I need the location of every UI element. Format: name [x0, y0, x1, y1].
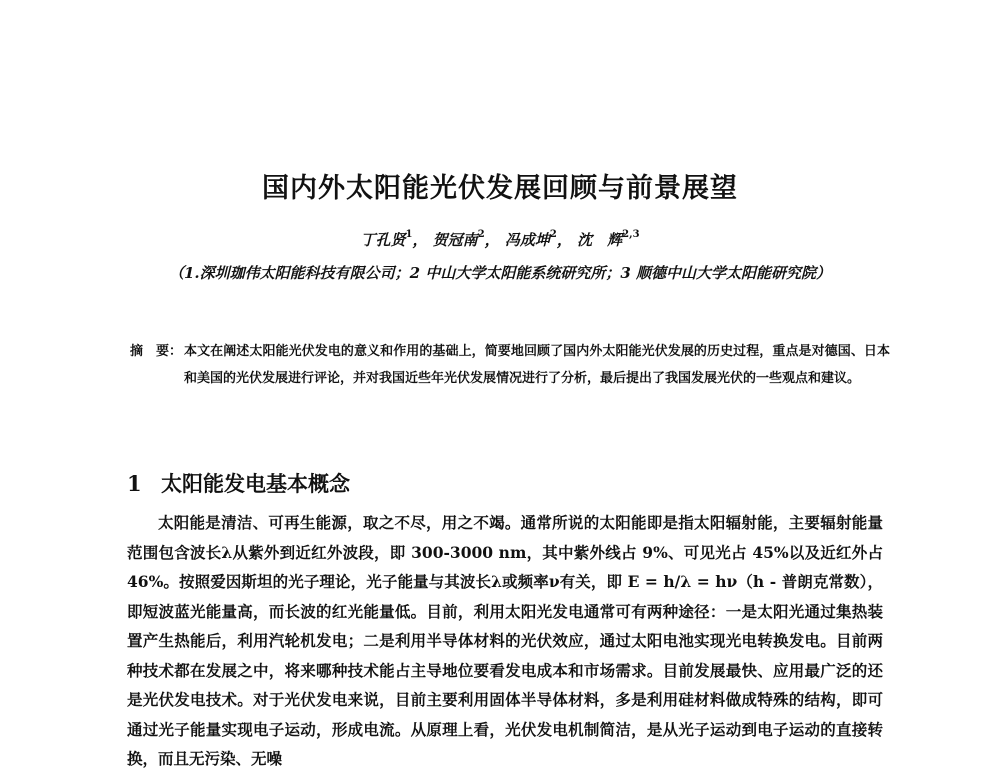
- author-list: 丁孔贤$^1$， 贺冠南$^2$， 冯成坤$^2$， 沈 辉$^{2,3}$: [360, 229, 640, 249]
- author-affiliation-mark: 1: [405, 229, 413, 240]
- affiliations: （1.深圳珈伟太阳能科技有限公司；2 中山大学太阳能系统研究所；3 顺德中山大学太阳能研究院）: [169, 264, 831, 282]
- author-affiliation-mark: 2,3: [622, 229, 640, 240]
- author-name: 贺冠南: [432, 231, 478, 249]
- paper-title: 国内外太阳能光伏发展回顾与前景展望: [262, 173, 738, 204]
- section-title: 太阳能发电基本概念: [161, 472, 350, 496]
- section-number: 1: [127, 471, 142, 496]
- author-name: 冯成坤: [504, 231, 550, 249]
- abstract-label: 摘 要：: [130, 344, 183, 359]
- author-name: 沈 辉: [577, 231, 623, 249]
- author-name: 丁孔贤: [360, 231, 406, 249]
- body-paragraph: 太阳能是清洁、可再生能源，取之不尽，用之不竭。通常所说的太阳能即是指太阳辐射能，主要辐射能量范围包含波长λ从紫外到近红外波段，即 300-3000 nm，其中紫外线占 9%、可见光占 45%以及近红外占 46%。按照爱因斯坦的光子理论，光子能量与其波长λ或频率ν有关，即 E = h/λ = hν（h - 普朗克常数），即短波蓝光能量高，而长波的红光能量低。目前，利用太阳光发电通常可有两种途径：一是太阳光通过集热装置产生热能后，利用汽轮机发电；二是利用半导体材料的光伏效应，通过太阳电池实现光电转换发电。目前两种技术都在发展之中，将来哪种技术能占主导地位要看发电成本和市场需求。目前发展最快、应用最广泛的还是光伏发电技术。对于光伏发电来说，目前主要利用固体半导体材料，多是利用硅材料做成特殊的结构，即可通过光子能量实现电子运动，形成电流。从原理上看，光伏发电机制简洁，是从光子运动到电子运动的直接转换，而且无污染、无噪: [127, 513, 883, 768]
- abstract-block: [130, 338, 890, 392]
- author-affiliation-mark: 2: [549, 229, 557, 240]
- abstract-text: 本文在阐述太阳能光伏发电的意义和作用的基础上，简要地回顾了国内外太阳能光伏发展的历史过程，重点是对德国、日本和美国的光伏发展进行评论，并对我国近些年光伏发展情况进行了分析，最后提出了我国发展光伏的一些观点和建议。: [184, 344, 890, 386]
- section-heading: [127, 468, 350, 498]
- author-affiliation-mark: 2: [477, 229, 485, 240]
